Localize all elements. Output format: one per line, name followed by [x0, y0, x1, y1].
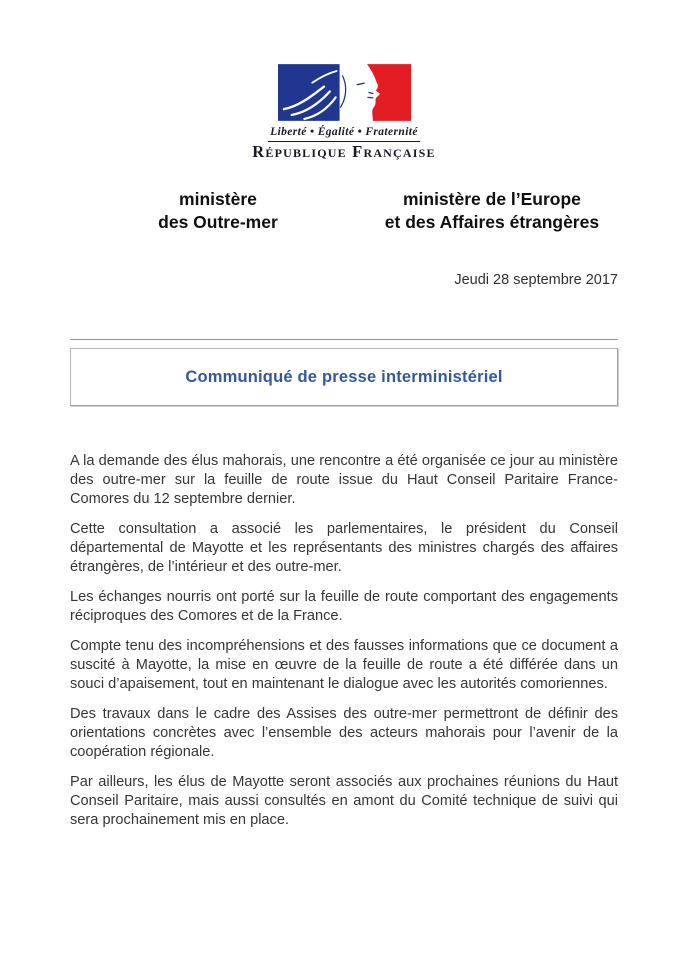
- press-release-banner: [70, 348, 618, 406]
- ministry-europe-line2: et des Affaires étrangères: [384, 212, 600, 232]
- press-release-body: [70, 452, 618, 830]
- republique-francaise-logo: [70, 0, 618, 162]
- paragraph: Des travaux dans le cadre des Assises des outre-mer permettront de définir des orientations concrètes avec l’ensemble des acteurs mahorais pour l’avenir de la coopération régionale.: [70, 706, 618, 760]
- paragraph: Les échanges nourris ont porté sur la feuille de route comportant des engagements réciproques des Comores et de la France.: [70, 589, 618, 624]
- paragraph: Cette consultation a associé les parlementaires, le président du Conseil départemental de Mayotte et les représentants des ministres chargés des affaires étrangères, de l’intérieur et des outre-mer.: [70, 521, 618, 575]
- paragraph: Compte tenu des incompréhensions et des fausses informations que ce document a suscité à Mayotte, la mise en œuvre de la feuille de route a été différée dans un souci d’apaisement, tout en maintenant le dialogue avec les autorités comoriennes.: [70, 638, 618, 692]
- paragraph: Par ailleurs, les élus de Mayotte seront associés aux prochaines réunions du Haut Conseil Paritaire, mais aussi consultés en amont du Comité technique de suivi qui sera prochainement mis en place.: [70, 774, 618, 828]
- page-title: Communiqué de presse interministériel: [185, 367, 503, 386]
- paragraph: A la demande des élus mahorais, une rencontre a été organisée ce jour au ministère des outre-mer sur la feuille de route issue du Haut Conseil Paritaire France-Comores du 12 septembre dernier.: [70, 453, 618, 507]
- marianne-flag-icon: [70, 64, 618, 121]
- page-content: [70, 0, 618, 830]
- motto-liberte-egalite-fraternite: Liberté • Égalité • Fraternité: [270, 126, 418, 138]
- ministry-outre-mer: [70, 188, 366, 234]
- republique-francaise-label: République Française: [252, 142, 436, 161]
- ministry-outre-mer-line2: des Outre-mer: [158, 212, 278, 232]
- ministry-outre-mer-line1: ministère: [179, 189, 257, 209]
- document-date: Jeudi 28 septembre 2017: [454, 272, 618, 288]
- ministry-europe-affaires-etrangeres: [366, 188, 618, 234]
- ministry-europe-line1: ministère de l’Europe: [402, 189, 581, 209]
- ministries-row: [70, 188, 618, 234]
- horizontal-rule: [70, 339, 618, 340]
